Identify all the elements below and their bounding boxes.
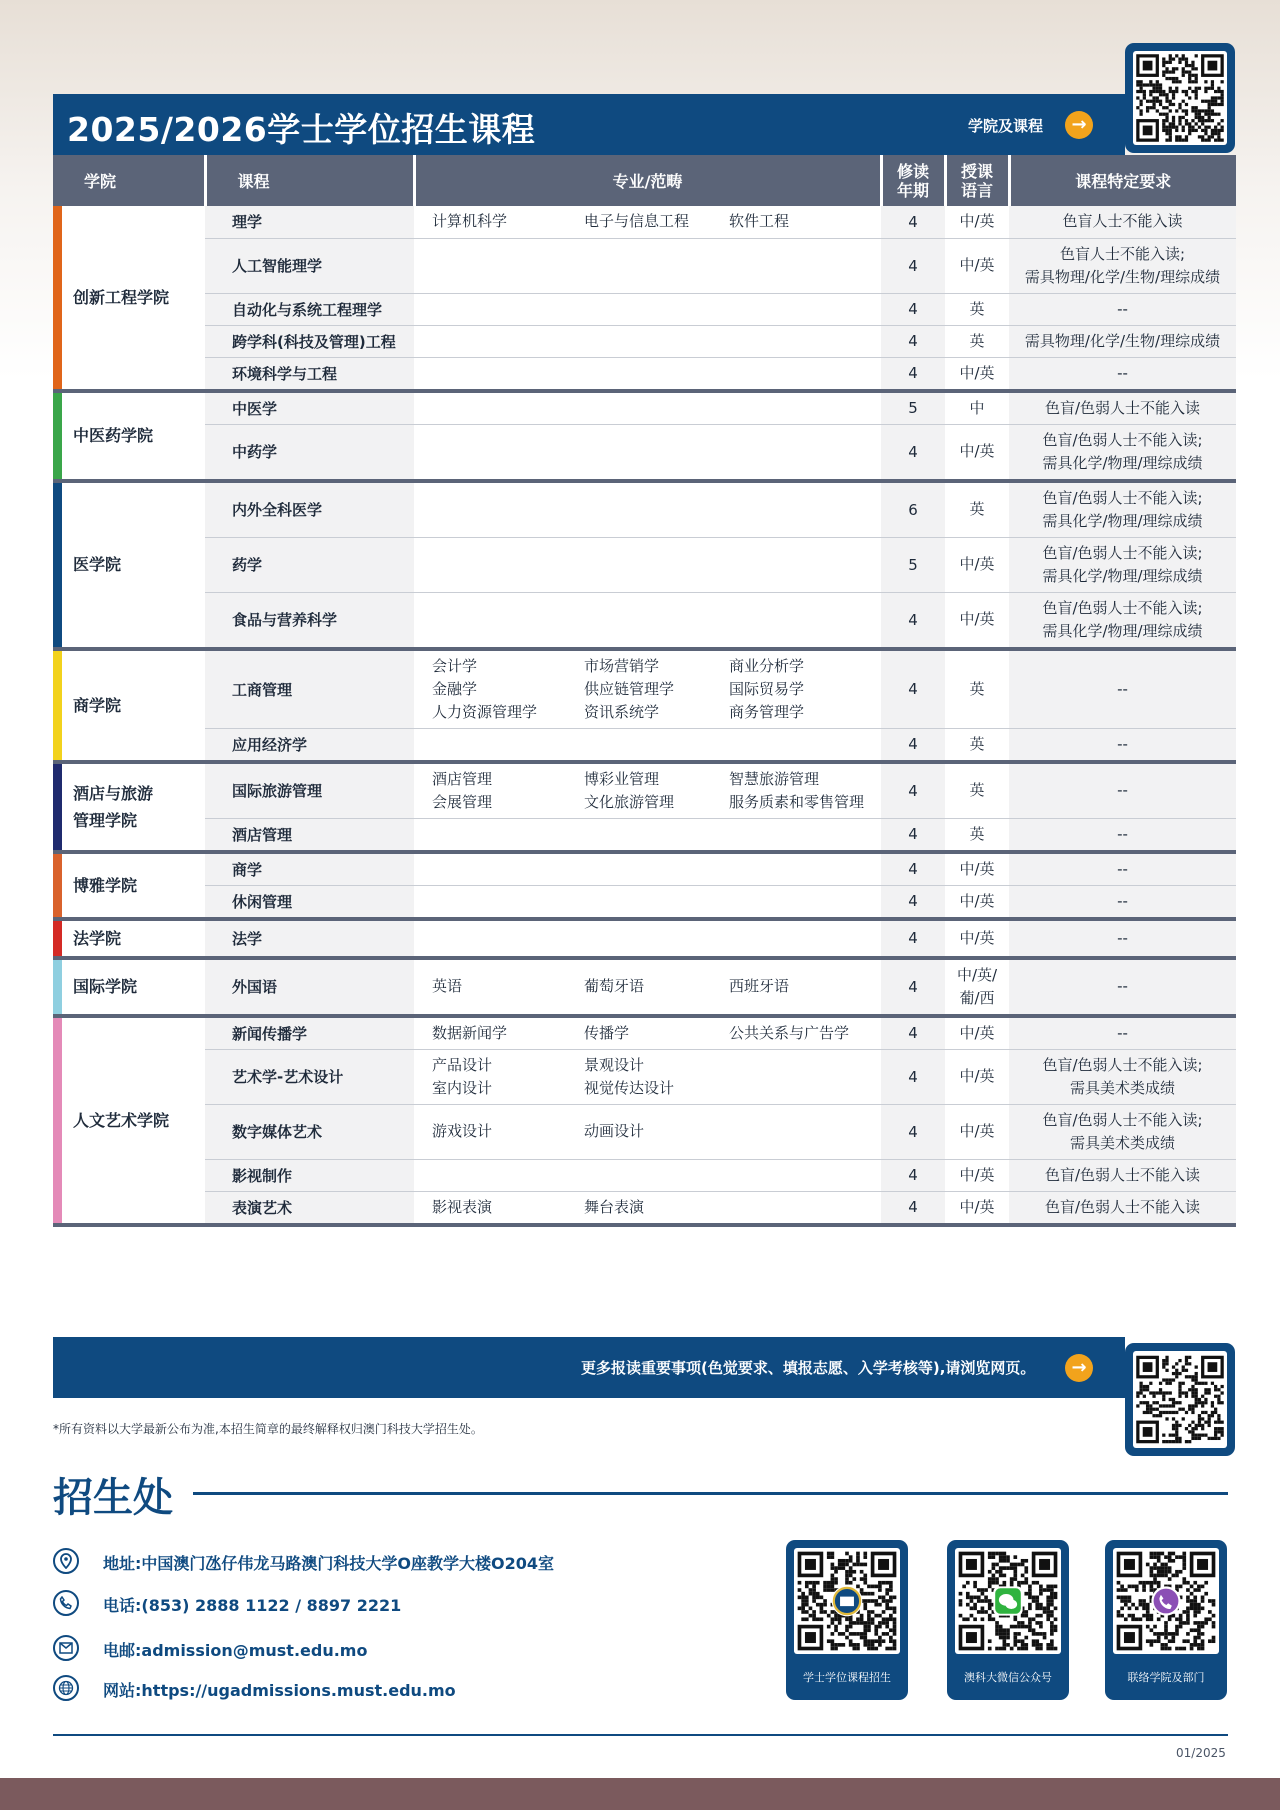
course-requirements: --: [1009, 852, 1236, 886]
majors-grid: [432, 1120, 881, 1143]
mail-icon: [53, 1635, 79, 1661]
address-text: 地址:中国澳门氹仔伟龙马路澳门科技大学O座教学大楼O204室: [103, 1554, 555, 1573]
school-cell: 中医药学院: [53, 391, 205, 481]
major-item: 视觉传达设计: [584, 1078, 675, 1097]
study-years: 4: [881, 424, 945, 481]
major-item: 动画设计: [584, 1122, 645, 1140]
major-item: 博彩业管理: [584, 769, 660, 788]
major-item: 商业分析学: [729, 656, 805, 675]
arrow-right-icon[interactable]: →: [1065, 1354, 1093, 1382]
qr-caption: 学士学位课程招生: [803, 1671, 891, 1684]
course-requirements: 色盲/色弱人士不能入读; 需具化学/物理/理综成绩: [1009, 481, 1236, 538]
table-row: [53, 481, 1236, 538]
major-item: 景观设计: [584, 1055, 645, 1074]
course-requirements: 色盲人士不能入读; 需具物理/化学/生物/理综成绩: [1009, 238, 1236, 293]
table-row: [53, 424, 1236, 481]
majors-cell: [414, 1191, 881, 1225]
schools-courses-link[interactable]: 学院及课程: [968, 117, 1044, 135]
col-header-years: 修读 年期: [881, 155, 945, 206]
major-item: 游戏设计: [432, 1122, 493, 1140]
book-icon: [840, 1597, 854, 1607]
col-header-major: 专业/范畴: [414, 155, 881, 206]
qr-card-wechat[interactable]: [947, 1540, 1069, 1700]
table-row: [53, 649, 1236, 729]
course-requirements: --: [1009, 728, 1236, 762]
teaching-language: 中/英: [945, 852, 1009, 886]
col-header-school: 学院: [53, 155, 205, 206]
major-item: 商务管理学: [729, 702, 805, 721]
major-item: 西班牙语: [729, 977, 790, 995]
major-item: 文化旅游管理: [584, 792, 675, 811]
course-name: 艺术学-艺术设计: [205, 1049, 414, 1104]
course-requirements: 色盲/色弱人士不能入读; 需具化学/物理/理综成绩: [1009, 424, 1236, 481]
table-row: [53, 293, 1236, 325]
qr-code-icon: [1133, 1351, 1227, 1448]
school-cell: 商学院: [53, 649, 205, 762]
teaching-language: 英: [945, 325, 1009, 357]
teaching-language: 中/英: [945, 1191, 1009, 1225]
qr-code-icon: [1113, 1548, 1219, 1654]
course-name: 表演艺术: [205, 1191, 414, 1225]
major-item: 传播学: [584, 1023, 630, 1042]
study-years: 4: [881, 1049, 945, 1104]
major-item: 室内设计: [432, 1078, 493, 1097]
major-item: 软件工程: [729, 212, 790, 231]
teaching-language: 中/英: [945, 1159, 1009, 1191]
teaching-language: 中/英/ 葡/西: [945, 958, 1009, 1016]
course-name: 跨学科(科技及管理)工程: [205, 325, 414, 357]
course-requirements: --: [1009, 885, 1236, 919]
teaching-language: 英: [945, 818, 1009, 852]
study-years: 4: [881, 885, 945, 919]
course-requirements: 需具物理/化学/生物/理综成绩: [1009, 325, 1236, 357]
study-years: 4: [881, 728, 945, 762]
study-years: 4: [881, 357, 945, 391]
course-requirements: 色盲/色弱人士不能入读: [1009, 1159, 1236, 1191]
study-years: 4: [881, 1159, 945, 1191]
course-requirements: 色盲/色弱人士不能入读: [1009, 391, 1236, 425]
course-name: 理学: [205, 206, 414, 238]
study-years: 4: [881, 325, 945, 357]
course-name: 酒店管理: [205, 818, 414, 852]
table-row: [53, 238, 1236, 293]
study-years: 4: [881, 592, 945, 649]
majors-cell: [414, 238, 881, 293]
course-name: 数字媒体艺术: [205, 1104, 414, 1159]
more-info-bar: [53, 1337, 1125, 1398]
majors-cell: [414, 649, 881, 729]
table-row: [53, 728, 1236, 762]
major-item: 英语: [432, 977, 463, 995]
teaching-language: 中/英: [945, 537, 1009, 592]
email-text[interactable]: 电邮:admission@must.edu.mo: [103, 1641, 368, 1660]
school-cell: 医学院: [53, 481, 205, 649]
course-name: 影视制作: [205, 1159, 414, 1191]
majors-cell: [414, 325, 881, 357]
course-requirements: 色盲/色弱人士不能入读; 需具化学/物理/理综成绩: [1009, 537, 1236, 592]
study-years: 6: [881, 481, 945, 538]
study-years: 4: [881, 649, 945, 729]
teaching-language: 中/英: [945, 424, 1009, 481]
table-row: [53, 852, 1236, 886]
major-item: 资讯系统学: [584, 702, 660, 721]
majors-grid: [432, 975, 881, 998]
majors-cell: [414, 852, 881, 886]
qr-code-icon: [955, 1548, 1061, 1654]
qr-code-top[interactable]: [1125, 43, 1235, 153]
major-item: 数据新闻学: [432, 1023, 508, 1042]
teaching-language: 中: [945, 391, 1009, 425]
course-requirements: --: [1009, 958, 1236, 1016]
course-name: 食品与营养科学: [205, 592, 414, 649]
disclaimer-note: *所有资料以大学最新公布为准,本招生简章的最终解释权归澳门科技大学招生处。: [53, 1422, 483, 1436]
course-name: 中医学: [205, 391, 414, 425]
major-item: [729, 1054, 889, 1077]
majors-cell: [414, 293, 881, 325]
issue-date: 01/2025: [1176, 1746, 1226, 1760]
title-bar: [53, 94, 1125, 155]
courses-table-body: [53, 206, 1236, 1225]
majors-cell: [414, 391, 881, 425]
school-cell: 酒店与旅游 管理学院: [53, 762, 205, 852]
page-title: 2025/2026学士学位招生课程: [67, 110, 536, 149]
majors-cell: [414, 1049, 881, 1104]
majors-grid: [432, 655, 881, 724]
major-item: 供应链管理学: [584, 679, 675, 698]
course-requirements: --: [1009, 1016, 1236, 1050]
study-years: 4: [881, 1191, 945, 1225]
phone-text[interactable]: 电话:(853) 2888 1122 / 8897 2221: [103, 1596, 402, 1615]
table-row: [53, 762, 1236, 819]
majors-cell: [414, 206, 881, 238]
majors-grid: [432, 1022, 881, 1045]
course-name: 应用经济学: [205, 728, 414, 762]
majors-cell: [414, 885, 881, 919]
qr-code-icon: [1133, 51, 1227, 145]
qr-caption: 联络学院及部门: [1127, 1671, 1205, 1684]
course-requirements: --: [1009, 293, 1236, 325]
teaching-language: 中/英: [945, 206, 1009, 238]
col-header-course: 课程: [205, 155, 414, 206]
major-item: 金融学: [432, 679, 478, 698]
table-row: [53, 391, 1236, 425]
major-item: 会计学: [432, 656, 478, 675]
qr-card-contact[interactable]: [1105, 1540, 1227, 1700]
major-item: 计算机科学: [432, 212, 508, 231]
globe-icon: [53, 1675, 79, 1701]
majors-cell: [414, 762, 881, 819]
majors-grid: [432, 1054, 881, 1100]
bottom-band: [0, 1778, 1280, 1810]
table-row: [53, 818, 1236, 852]
teaching-language: 中/英: [945, 238, 1009, 293]
major-item: 国际贸易学: [729, 679, 805, 698]
table-row: [53, 325, 1236, 357]
teaching-language: 中/英: [945, 1104, 1009, 1159]
admissions-office-title: 招生处: [53, 1475, 173, 1521]
qr-card-admissions[interactable]: [786, 1540, 908, 1700]
study-years: 5: [881, 537, 945, 592]
majors-grid: [432, 768, 881, 814]
website-text[interactable]: 网站:https://ugadmissions.must.edu.mo: [103, 1681, 456, 1700]
study-years: 4: [881, 1104, 945, 1159]
course-name: 新闻传播学: [205, 1016, 414, 1050]
major-item: 电子与信息工程: [584, 212, 690, 231]
course-name: 药学: [205, 537, 414, 592]
table-row: [53, 919, 1236, 958]
qr-code-icon: [794, 1548, 900, 1654]
teaching-language: 中/英: [945, 1049, 1009, 1104]
major-item: 产品设计: [432, 1055, 493, 1074]
course-requirements: 色盲/色弱人士不能入读; 需具化学/物理/理综成绩: [1009, 592, 1236, 649]
table-row: [53, 958, 1236, 1016]
teaching-language: 中/英: [945, 919, 1009, 958]
course-name: 国际旅游管理: [205, 762, 414, 819]
course-requirements: --: [1009, 818, 1236, 852]
majors-cell: [414, 728, 881, 762]
school-cell: 博雅学院: [53, 852, 205, 919]
majors-cell: [414, 357, 881, 391]
table-row: [53, 1016, 1236, 1050]
majors-cell: [414, 481, 881, 538]
study-years: 4: [881, 762, 945, 819]
course-name: 商学: [205, 852, 414, 886]
table-row: [53, 357, 1236, 391]
table-row: [53, 206, 1236, 238]
majors-cell: [414, 958, 881, 1016]
study-years: 4: [881, 238, 945, 293]
table-row: [53, 1159, 1236, 1191]
major-item: 公共关系与广告学: [729, 1023, 850, 1042]
course-name: 自动化与系统工程理学: [205, 293, 414, 325]
course-name: 内外全科医学: [205, 481, 414, 538]
teaching-language: 英: [945, 649, 1009, 729]
table-row: [53, 885, 1236, 919]
major-item: 酒店管理: [432, 769, 493, 788]
majors-cell: [414, 592, 881, 649]
teaching-language: 中/英: [945, 1016, 1009, 1050]
section-divider: [193, 1492, 1228, 1495]
school-cell: 人文艺术学院: [53, 1016, 205, 1225]
teaching-language: 中/英: [945, 885, 1009, 919]
majors-grid: [432, 1196, 881, 1219]
study-years: 4: [881, 852, 945, 886]
arrow-right-icon[interactable]: →: [1065, 111, 1093, 139]
majors-cell: [414, 1104, 881, 1159]
teaching-language: 中/英: [945, 357, 1009, 391]
study-years: 4: [881, 1016, 945, 1050]
major-item: 葡萄牙语: [584, 977, 645, 995]
teaching-language: 英: [945, 481, 1009, 538]
majors-cell: [414, 1159, 881, 1191]
qr-code-bottom[interactable]: [1125, 1343, 1235, 1456]
study-years: 4: [881, 919, 945, 958]
table-row: [53, 537, 1236, 592]
major-item: 市场营销学: [584, 656, 660, 675]
course-requirements: --: [1009, 649, 1236, 729]
table-row: [53, 1104, 1236, 1159]
course-name: 人工智能理学: [205, 238, 414, 293]
study-years: 5: [881, 391, 945, 425]
major-item: 舞台表演: [584, 1197, 645, 1216]
majors-cell: [414, 537, 881, 592]
majors-cell: [414, 919, 881, 958]
course-requirements: 色盲人士不能入读: [1009, 206, 1236, 238]
col-header-language: 授课 语言: [945, 155, 1009, 206]
more-info-text[interactable]: 更多报读重要事项(色觉要求、填报志愿、入学考核等),请浏览网页。: [581, 1359, 1036, 1377]
study-years: 4: [881, 958, 945, 1016]
study-years: 4: [881, 206, 945, 238]
col-header-requirements: 课程特定要求: [1009, 155, 1236, 206]
course-name: 中药学: [205, 424, 414, 481]
courses-table: [53, 155, 1236, 1227]
major-item: 服务质素和零售管理: [729, 792, 865, 811]
table-row: [53, 1049, 1236, 1104]
course-name: 休闲管理: [205, 885, 414, 919]
location-icon: [53, 1548, 79, 1574]
school-cell: 创新工程学院: [53, 206, 205, 391]
teaching-language: 英: [945, 762, 1009, 819]
course-requirements: --: [1009, 357, 1236, 391]
course-name: 工商管理: [205, 649, 414, 729]
major-item: 智慧旅游管理: [729, 769, 820, 788]
course-name: 外国语: [205, 958, 414, 1016]
course-name: 环境科学与工程: [205, 357, 414, 391]
school-cell: 法学院: [53, 919, 205, 958]
course-requirements: 色盲/色弱人士不能入读; 需具美术类成绩: [1009, 1104, 1236, 1159]
majors-cell: [414, 424, 881, 481]
course-requirements: 色盲/色弱人士不能入读: [1009, 1191, 1236, 1225]
course-requirements: 色盲/色弱人士不能入读; 需具美术类成绩: [1009, 1049, 1236, 1104]
qr-caption: 澳科大微信公众号: [964, 1671, 1052, 1684]
major-item: 人力资源管理学: [432, 702, 538, 721]
course-requirements: --: [1009, 919, 1236, 958]
major-item: 影视表演: [432, 1197, 493, 1216]
teaching-language: 中/英: [945, 592, 1009, 649]
majors-cell: [414, 1016, 881, 1050]
table-header-row: [53, 155, 1236, 206]
course-requirements: --: [1009, 762, 1236, 819]
study-years: 4: [881, 818, 945, 852]
major-item: 会展管理: [432, 792, 493, 811]
school-cell: 国际学院: [53, 958, 205, 1016]
study-years: 4: [881, 293, 945, 325]
major-item: [729, 1077, 889, 1100]
table-row: [53, 1191, 1236, 1225]
teaching-language: 英: [945, 728, 1009, 762]
teaching-language: 英: [945, 293, 1009, 325]
phone-icon: [53, 1590, 79, 1616]
table-row: [53, 592, 1236, 649]
majors-cell: [414, 818, 881, 852]
majors-grid: [432, 210, 881, 233]
bottom-divider: [53, 1734, 1228, 1736]
course-name: 法学: [205, 919, 414, 958]
